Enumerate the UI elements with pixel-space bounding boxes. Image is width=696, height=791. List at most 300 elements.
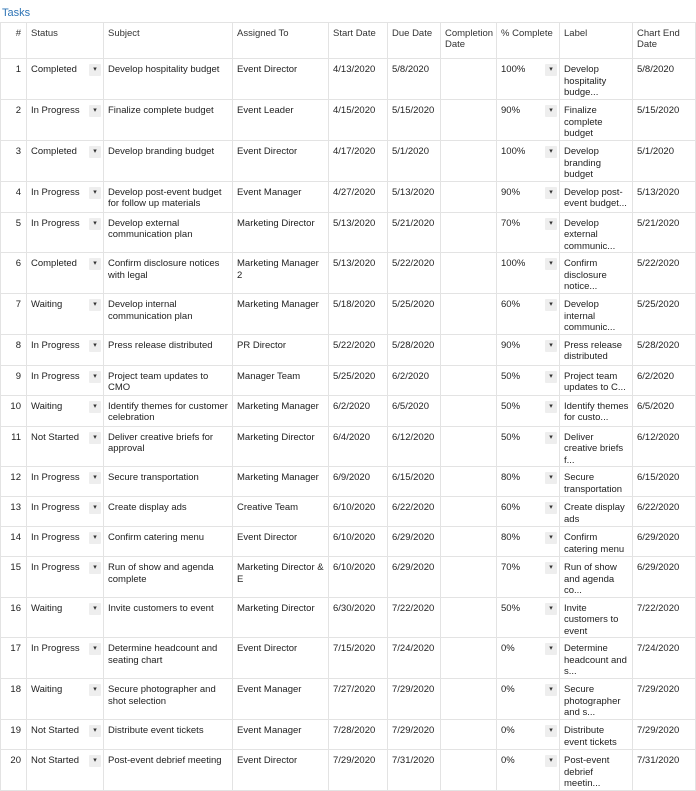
label-cell[interactable]: Develop post-event budget...	[560, 181, 633, 212]
chart-end-date-cell[interactable]: 5/21/2020	[633, 212, 696, 253]
start-date-cell[interactable]: 6/10/2020	[329, 527, 388, 557]
assigned-to-cell[interactable]: Marketing Director	[233, 426, 329, 467]
label-cell[interactable]: Secure transportation	[560, 467, 633, 497]
chart-end-date-cell[interactable]: 6/2/2020	[633, 365, 696, 395]
chart-end-date-cell[interactable]: 7/22/2020	[633, 597, 696, 638]
row-number[interactable]: 4	[1, 181, 27, 212]
row-number[interactable]: 11	[1, 426, 27, 467]
subject-cell[interactable]: Distribute event tickets	[104, 720, 233, 750]
start-date-cell[interactable]: 6/30/2020	[329, 597, 388, 638]
column-header-subject[interactable]: Subject	[104, 23, 233, 59]
chart-end-date-cell[interactable]: 6/22/2020	[633, 497, 696, 527]
completion-date-cell[interactable]	[441, 100, 497, 141]
chevron-down-icon[interactable]: ▾	[89, 187, 101, 199]
start-date-cell[interactable]: 7/29/2020	[329, 750, 388, 791]
start-date-cell[interactable]: 7/28/2020	[329, 720, 388, 750]
chart-end-date-cell[interactable]: 6/29/2020	[633, 527, 696, 557]
completion-date-cell[interactable]	[441, 141, 497, 182]
completion-date-cell[interactable]	[441, 720, 497, 750]
row-number[interactable]: 2	[1, 100, 27, 141]
status-cell[interactable]	[27, 679, 104, 720]
chevron-down-icon[interactable]: ▾	[89, 340, 101, 352]
subject-cell[interactable]: Invite customers to event	[104, 597, 233, 638]
assigned-to-cell[interactable]: Marketing Director	[233, 597, 329, 638]
due-date-cell[interactable]: 5/15/2020	[388, 100, 441, 141]
table-row[interactable]	[1, 467, 696, 497]
assigned-to-cell[interactable]: Marketing Director	[233, 212, 329, 253]
subject-cell[interactable]: Create display ads	[104, 497, 233, 527]
column-header-start-date[interactable]: Start Date	[329, 23, 388, 59]
percent-complete-dropdown[interactable]	[501, 562, 556, 574]
row-number[interactable]: 6	[1, 253, 27, 294]
status-dropdown[interactable]	[31, 371, 100, 383]
status-dropdown[interactable]	[31, 684, 100, 696]
table-row[interactable]	[1, 59, 696, 100]
column-header-completion-date[interactable]: Completion Date	[441, 23, 497, 59]
start-date-cell[interactable]: 7/15/2020	[329, 638, 388, 679]
percent-complete-cell[interactable]	[497, 467, 560, 497]
subject-cell[interactable]: Determine headcount and seating chart	[104, 638, 233, 679]
status-cell[interactable]	[27, 527, 104, 557]
due-date-cell[interactable]: 6/2/2020	[388, 365, 441, 395]
status-cell[interactable]	[27, 497, 104, 527]
status-cell[interactable]	[27, 365, 104, 395]
assigned-to-cell[interactable]: Event Manager	[233, 679, 329, 720]
subject-cell[interactable]: Develop hospitality budget	[104, 59, 233, 100]
row-number[interactable]: 7	[1, 294, 27, 335]
row-number[interactable]: 15	[1, 557, 27, 598]
percent-complete-dropdown[interactable]	[501, 725, 556, 737]
chevron-down-icon[interactable]: ▾	[545, 218, 557, 230]
assigned-to-cell[interactable]: Event Director	[233, 750, 329, 791]
chevron-down-icon[interactable]: ▾	[89, 432, 101, 444]
completion-date-cell[interactable]	[441, 467, 497, 497]
status-dropdown[interactable]	[31, 340, 100, 352]
percent-complete-dropdown[interactable]	[501, 299, 556, 311]
due-date-cell[interactable]: 7/24/2020	[388, 638, 441, 679]
status-dropdown[interactable]	[31, 401, 100, 413]
status-cell[interactable]	[27, 750, 104, 791]
column-header-label[interactable]: Label	[560, 23, 633, 59]
percent-complete-dropdown[interactable]	[501, 603, 556, 615]
chevron-down-icon[interactable]: ▾	[545, 684, 557, 696]
chevron-down-icon[interactable]: ▾	[545, 340, 557, 352]
percent-complete-dropdown[interactable]	[501, 502, 556, 514]
due-date-cell[interactable]: 7/31/2020	[388, 750, 441, 791]
subject-cell[interactable]: Develop external communication plan	[104, 212, 233, 253]
assigned-to-cell[interactable]: Event Director	[233, 527, 329, 557]
row-number[interactable]: 19	[1, 720, 27, 750]
column-header-percent-complete[interactable]: % Complete	[497, 23, 560, 59]
table-row[interactable]	[1, 750, 696, 791]
start-date-cell[interactable]: 4/15/2020	[329, 100, 388, 141]
label-cell[interactable]: Develop external communic...	[560, 212, 633, 253]
subject-cell[interactable]: Deliver creative briefs for approval	[104, 426, 233, 467]
completion-date-cell[interactable]	[441, 638, 497, 679]
status-cell[interactable]	[27, 638, 104, 679]
label-cell[interactable]: Finalize complete budget	[560, 100, 633, 141]
chevron-down-icon[interactable]: ▾	[545, 371, 557, 383]
completion-date-cell[interactable]	[441, 497, 497, 527]
completion-date-cell[interactable]	[441, 679, 497, 720]
chevron-down-icon[interactable]: ▾	[545, 299, 557, 311]
percent-complete-dropdown[interactable]	[501, 218, 556, 230]
row-number[interactable]: 13	[1, 497, 27, 527]
status-dropdown[interactable]	[31, 146, 100, 158]
due-date-cell[interactable]: 6/5/2020	[388, 395, 441, 426]
label-cell[interactable]: Identify themes for custo...	[560, 395, 633, 426]
column-header-number[interactable]: #	[1, 23, 27, 59]
assigned-to-cell[interactable]: Event Director	[233, 638, 329, 679]
row-number[interactable]: 20	[1, 750, 27, 791]
status-dropdown[interactable]	[31, 218, 100, 230]
completion-date-cell[interactable]	[441, 557, 497, 598]
subject-cell[interactable]: Develop branding budget	[104, 141, 233, 182]
status-cell[interactable]	[27, 181, 104, 212]
row-number[interactable]: 14	[1, 527, 27, 557]
assigned-to-cell[interactable]: Event Director	[233, 141, 329, 182]
chart-end-date-cell[interactable]: 6/15/2020	[633, 467, 696, 497]
row-number[interactable]: 18	[1, 679, 27, 720]
chevron-down-icon[interactable]: ▾	[545, 755, 557, 767]
subject-cell[interactable]: Project team updates to CMO	[104, 365, 233, 395]
chevron-down-icon[interactable]: ▾	[545, 603, 557, 615]
chevron-down-icon[interactable]: ▾	[545, 146, 557, 158]
percent-complete-cell[interactable]	[497, 750, 560, 791]
completion-date-cell[interactable]	[441, 426, 497, 467]
status-dropdown[interactable]	[31, 643, 100, 655]
due-date-cell[interactable]: 5/8/2020	[388, 59, 441, 100]
column-header-chart-end-date[interactable]: Chart End Date	[633, 23, 696, 59]
chevron-down-icon[interactable]: ▾	[89, 299, 101, 311]
status-cell[interactable]	[27, 334, 104, 365]
chevron-down-icon[interactable]: ▾	[545, 725, 557, 737]
percent-complete-dropdown[interactable]	[501, 146, 556, 158]
percent-complete-cell[interactable]	[497, 497, 560, 527]
start-date-cell[interactable]: 5/13/2020	[329, 253, 388, 294]
due-date-cell[interactable]: 7/29/2020	[388, 679, 441, 720]
chevron-down-icon[interactable]: ▾	[89, 532, 101, 544]
label-cell[interactable]: Determine headcount and s...	[560, 638, 633, 679]
start-date-cell[interactable]: 4/27/2020	[329, 181, 388, 212]
chevron-down-icon[interactable]: ▾	[545, 562, 557, 574]
percent-complete-cell[interactable]	[497, 679, 560, 720]
chevron-down-icon[interactable]: ▾	[89, 105, 101, 117]
chevron-down-icon[interactable]: ▾	[545, 472, 557, 484]
completion-date-cell[interactable]	[441, 212, 497, 253]
label-cell[interactable]: Confirm catering menu	[560, 527, 633, 557]
due-date-cell[interactable]: 6/29/2020	[388, 527, 441, 557]
assigned-to-cell[interactable]: Event Manager	[233, 720, 329, 750]
chevron-down-icon[interactable]: ▾	[545, 643, 557, 655]
due-date-cell[interactable]: 5/22/2020	[388, 253, 441, 294]
status-dropdown[interactable]	[31, 725, 100, 737]
percent-complete-cell[interactable]	[497, 557, 560, 598]
assigned-to-cell[interactable]: Marketing Manager	[233, 395, 329, 426]
percent-complete-dropdown[interactable]	[501, 64, 556, 76]
due-date-cell[interactable]: 5/25/2020	[388, 294, 441, 335]
subject-cell[interactable]: Secure photographer and shot selection	[104, 679, 233, 720]
status-cell[interactable]	[27, 59, 104, 100]
chart-end-date-cell[interactable]: 6/29/2020	[633, 557, 696, 598]
label-cell[interactable]: Invite customers to event	[560, 597, 633, 638]
table-row[interactable]	[1, 100, 696, 141]
chevron-down-icon[interactable]: ▾	[89, 643, 101, 655]
row-number[interactable]: 12	[1, 467, 27, 497]
chart-end-date-cell[interactable]: 6/12/2020	[633, 426, 696, 467]
completion-date-cell[interactable]	[441, 750, 497, 791]
completion-date-cell[interactable]	[441, 294, 497, 335]
assigned-to-cell[interactable]: Marketing Manager 2	[233, 253, 329, 294]
status-dropdown[interactable]	[31, 64, 100, 76]
due-date-cell[interactable]: 6/29/2020	[388, 557, 441, 598]
label-cell[interactable]: Post-event debrief meetin...	[560, 750, 633, 791]
chart-end-date-cell[interactable]: 7/29/2020	[633, 679, 696, 720]
subject-cell[interactable]: Confirm catering menu	[104, 527, 233, 557]
due-date-cell[interactable]: 7/29/2020	[388, 720, 441, 750]
table-row[interactable]	[1, 253, 696, 294]
assigned-to-cell[interactable]: PR Director	[233, 334, 329, 365]
percent-complete-cell[interactable]	[497, 638, 560, 679]
start-date-cell[interactable]: 6/4/2020	[329, 426, 388, 467]
label-cell[interactable]: Deliver creative briefs f...	[560, 426, 633, 467]
start-date-cell[interactable]: 4/17/2020	[329, 141, 388, 182]
percent-complete-dropdown[interactable]	[501, 187, 556, 199]
row-number[interactable]: 1	[1, 59, 27, 100]
table-row[interactable]	[1, 181, 696, 212]
status-dropdown[interactable]	[31, 502, 100, 514]
due-date-cell[interactable]: 5/13/2020	[388, 181, 441, 212]
due-date-cell[interactable]: 6/22/2020	[388, 497, 441, 527]
percent-complete-dropdown[interactable]	[501, 340, 556, 352]
column-header-due-date[interactable]: Due Date	[388, 23, 441, 59]
page-title[interactable]: Tasks	[2, 7, 31, 19]
subject-cell[interactable]: Finalize complete budget	[104, 100, 233, 141]
chart-end-date-cell[interactable]: 5/15/2020	[633, 100, 696, 141]
status-cell[interactable]	[27, 720, 104, 750]
assigned-to-cell[interactable]: Event Manager	[233, 181, 329, 212]
start-date-cell[interactable]: 5/25/2020	[329, 365, 388, 395]
chevron-down-icon[interactable]: ▾	[89, 562, 101, 574]
label-cell[interactable]: Press release distributed	[560, 334, 633, 365]
status-cell[interactable]	[27, 467, 104, 497]
completion-date-cell[interactable]	[441, 597, 497, 638]
table-row[interactable]	[1, 426, 696, 467]
status-cell[interactable]	[27, 597, 104, 638]
percent-complete-cell[interactable]	[497, 426, 560, 467]
start-date-cell[interactable]: 6/10/2020	[329, 497, 388, 527]
percent-complete-dropdown[interactable]	[501, 432, 556, 444]
column-header-status[interactable]: Status	[27, 23, 104, 59]
table-row[interactable]	[1, 679, 696, 720]
status-dropdown[interactable]	[31, 532, 100, 544]
subject-cell[interactable]: Identify themes for customer celebration	[104, 395, 233, 426]
percent-complete-cell[interactable]	[497, 59, 560, 100]
completion-date-cell[interactable]	[441, 334, 497, 365]
chart-end-date-cell[interactable]: 5/1/2020	[633, 141, 696, 182]
status-dropdown[interactable]	[31, 432, 100, 444]
percent-complete-cell[interactable]	[497, 253, 560, 294]
percent-complete-cell[interactable]	[497, 597, 560, 638]
table-row[interactable]	[1, 638, 696, 679]
chevron-down-icon[interactable]: ▾	[89, 472, 101, 484]
chevron-down-icon[interactable]: ▾	[89, 64, 101, 76]
percent-complete-dropdown[interactable]	[501, 532, 556, 544]
status-dropdown[interactable]	[31, 187, 100, 199]
column-header-assigned-to[interactable]: Assigned To	[233, 23, 329, 59]
percent-complete-dropdown[interactable]	[501, 684, 556, 696]
percent-complete-cell[interactable]	[497, 720, 560, 750]
completion-date-cell[interactable]	[441, 527, 497, 557]
table-row[interactable]	[1, 334, 696, 365]
table-row[interactable]	[1, 395, 696, 426]
chart-end-date-cell[interactable]: 5/8/2020	[633, 59, 696, 100]
chevron-down-icon[interactable]: ▾	[89, 684, 101, 696]
completion-date-cell[interactable]	[441, 365, 497, 395]
table-row[interactable]	[1, 497, 696, 527]
completion-date-cell[interactable]	[441, 253, 497, 294]
chevron-down-icon[interactable]: ▾	[89, 218, 101, 230]
percent-complete-dropdown[interactable]	[501, 643, 556, 655]
chart-end-date-cell[interactable]: 5/22/2020	[633, 253, 696, 294]
table-row[interactable]	[1, 365, 696, 395]
table-row[interactable]	[1, 720, 696, 750]
assigned-to-cell[interactable]: Marketing Manager	[233, 467, 329, 497]
status-dropdown[interactable]	[31, 299, 100, 311]
table-row[interactable]	[1, 597, 696, 638]
chevron-down-icon[interactable]: ▾	[89, 258, 101, 270]
status-dropdown[interactable]	[31, 755, 100, 767]
table-row[interactable]	[1, 557, 696, 598]
table-row[interactable]	[1, 141, 696, 182]
percent-complete-cell[interactable]	[497, 334, 560, 365]
chevron-down-icon[interactable]: ▾	[89, 401, 101, 413]
table-row[interactable]	[1, 527, 696, 557]
status-dropdown[interactable]	[31, 472, 100, 484]
completion-date-cell[interactable]	[441, 59, 497, 100]
chevron-down-icon[interactable]: ▾	[89, 725, 101, 737]
percent-complete-cell[interactable]	[497, 141, 560, 182]
subject-cell[interactable]: Press release distributed	[104, 334, 233, 365]
start-date-cell[interactable]: 4/13/2020	[329, 59, 388, 100]
due-date-cell[interactable]: 5/21/2020	[388, 212, 441, 253]
row-number[interactable]: 10	[1, 395, 27, 426]
percent-complete-dropdown[interactable]	[501, 258, 556, 270]
subject-cell[interactable]: Post-event debrief meeting	[104, 750, 233, 791]
chevron-down-icon[interactable]: ▾	[89, 603, 101, 615]
status-cell[interactable]	[27, 557, 104, 598]
due-date-cell[interactable]: 7/22/2020	[388, 597, 441, 638]
percent-complete-cell[interactable]	[497, 100, 560, 141]
chart-end-date-cell[interactable]: 5/13/2020	[633, 181, 696, 212]
start-date-cell[interactable]: 6/10/2020	[329, 557, 388, 598]
label-cell[interactable]: Run of show and agenda co...	[560, 557, 633, 598]
chevron-down-icon[interactable]: ▾	[89, 755, 101, 767]
start-date-cell[interactable]: 6/9/2020	[329, 467, 388, 497]
row-number[interactable]: 3	[1, 141, 27, 182]
chevron-down-icon[interactable]: ▾	[545, 502, 557, 514]
chevron-down-icon[interactable]: ▾	[89, 146, 101, 158]
status-cell[interactable]	[27, 212, 104, 253]
percent-complete-cell[interactable]	[497, 395, 560, 426]
chart-end-date-cell[interactable]: 6/5/2020	[633, 395, 696, 426]
percent-complete-cell[interactable]	[497, 527, 560, 557]
status-cell[interactable]	[27, 100, 104, 141]
subject-cell[interactable]: Run of show and agenda complete	[104, 557, 233, 598]
status-cell[interactable]	[27, 141, 104, 182]
percent-complete-cell[interactable]	[497, 294, 560, 335]
subject-cell[interactable]: Confirm disclosure notices with legal	[104, 253, 233, 294]
chevron-down-icon[interactable]: ▾	[545, 105, 557, 117]
label-cell[interactable]: Secure photographer and s...	[560, 679, 633, 720]
assigned-to-cell[interactable]: Creative Team	[233, 497, 329, 527]
status-cell[interactable]	[27, 395, 104, 426]
label-cell[interactable]: Confirm disclosure notice...	[560, 253, 633, 294]
chevron-down-icon[interactable]: ▾	[545, 401, 557, 413]
chevron-down-icon[interactable]: ▾	[545, 258, 557, 270]
start-date-cell[interactable]: 5/22/2020	[329, 334, 388, 365]
chevron-down-icon[interactable]: ▾	[545, 532, 557, 544]
row-number[interactable]: 17	[1, 638, 27, 679]
label-cell[interactable]: Project team updates to C...	[560, 365, 633, 395]
label-cell[interactable]: Develop branding budget	[560, 141, 633, 182]
assigned-to-cell[interactable]: Manager Team	[233, 365, 329, 395]
row-number[interactable]: 8	[1, 334, 27, 365]
label-cell[interactable]: Develop hospitality budge...	[560, 59, 633, 100]
chevron-down-icon[interactable]: ▾	[89, 371, 101, 383]
row-number[interactable]: 9	[1, 365, 27, 395]
status-cell[interactable]	[27, 294, 104, 335]
percent-complete-cell[interactable]	[497, 212, 560, 253]
subject-cell[interactable]: Develop post-event budget for follow up materials	[104, 181, 233, 212]
due-date-cell[interactable]: 5/1/2020	[388, 141, 441, 182]
due-date-cell[interactable]: 5/28/2020	[388, 334, 441, 365]
label-cell[interactable]: Distribute event tickets	[560, 720, 633, 750]
percent-complete-dropdown[interactable]	[501, 105, 556, 117]
status-dropdown[interactable]	[31, 105, 100, 117]
assigned-to-cell[interactable]: Event Leader	[233, 100, 329, 141]
chevron-down-icon[interactable]: ▾	[545, 432, 557, 444]
status-dropdown[interactable]	[31, 562, 100, 574]
chart-end-date-cell[interactable]: 7/29/2020	[633, 720, 696, 750]
percent-complete-cell[interactable]	[497, 181, 560, 212]
chart-end-date-cell[interactable]: 5/28/2020	[633, 334, 696, 365]
chart-end-date-cell[interactable]: 5/25/2020	[633, 294, 696, 335]
row-number[interactable]: 5	[1, 212, 27, 253]
chevron-down-icon[interactable]: ▾	[89, 502, 101, 514]
assigned-to-cell[interactable]: Marketing Director & E	[233, 557, 329, 598]
completion-date-cell[interactable]	[441, 181, 497, 212]
percent-complete-dropdown[interactable]	[501, 371, 556, 383]
status-cell[interactable]	[27, 253, 104, 294]
due-date-cell[interactable]: 6/15/2020	[388, 467, 441, 497]
status-dropdown[interactable]	[31, 258, 100, 270]
status-dropdown[interactable]	[31, 603, 100, 615]
percent-complete-dropdown[interactable]	[501, 401, 556, 413]
start-date-cell[interactable]: 7/27/2020	[329, 679, 388, 720]
label-cell[interactable]: Create display ads	[560, 497, 633, 527]
row-number[interactable]: 16	[1, 597, 27, 638]
start-date-cell[interactable]: 5/13/2020	[329, 212, 388, 253]
status-cell[interactable]	[27, 426, 104, 467]
chevron-down-icon[interactable]: ▾	[545, 187, 557, 199]
chart-end-date-cell[interactable]: 7/24/2020	[633, 638, 696, 679]
start-date-cell[interactable]: 5/18/2020	[329, 294, 388, 335]
due-date-cell[interactable]: 6/12/2020	[388, 426, 441, 467]
percent-complete-dropdown[interactable]	[501, 755, 556, 767]
table-row[interactable]	[1, 294, 696, 335]
start-date-cell[interactable]: 6/2/2020	[329, 395, 388, 426]
